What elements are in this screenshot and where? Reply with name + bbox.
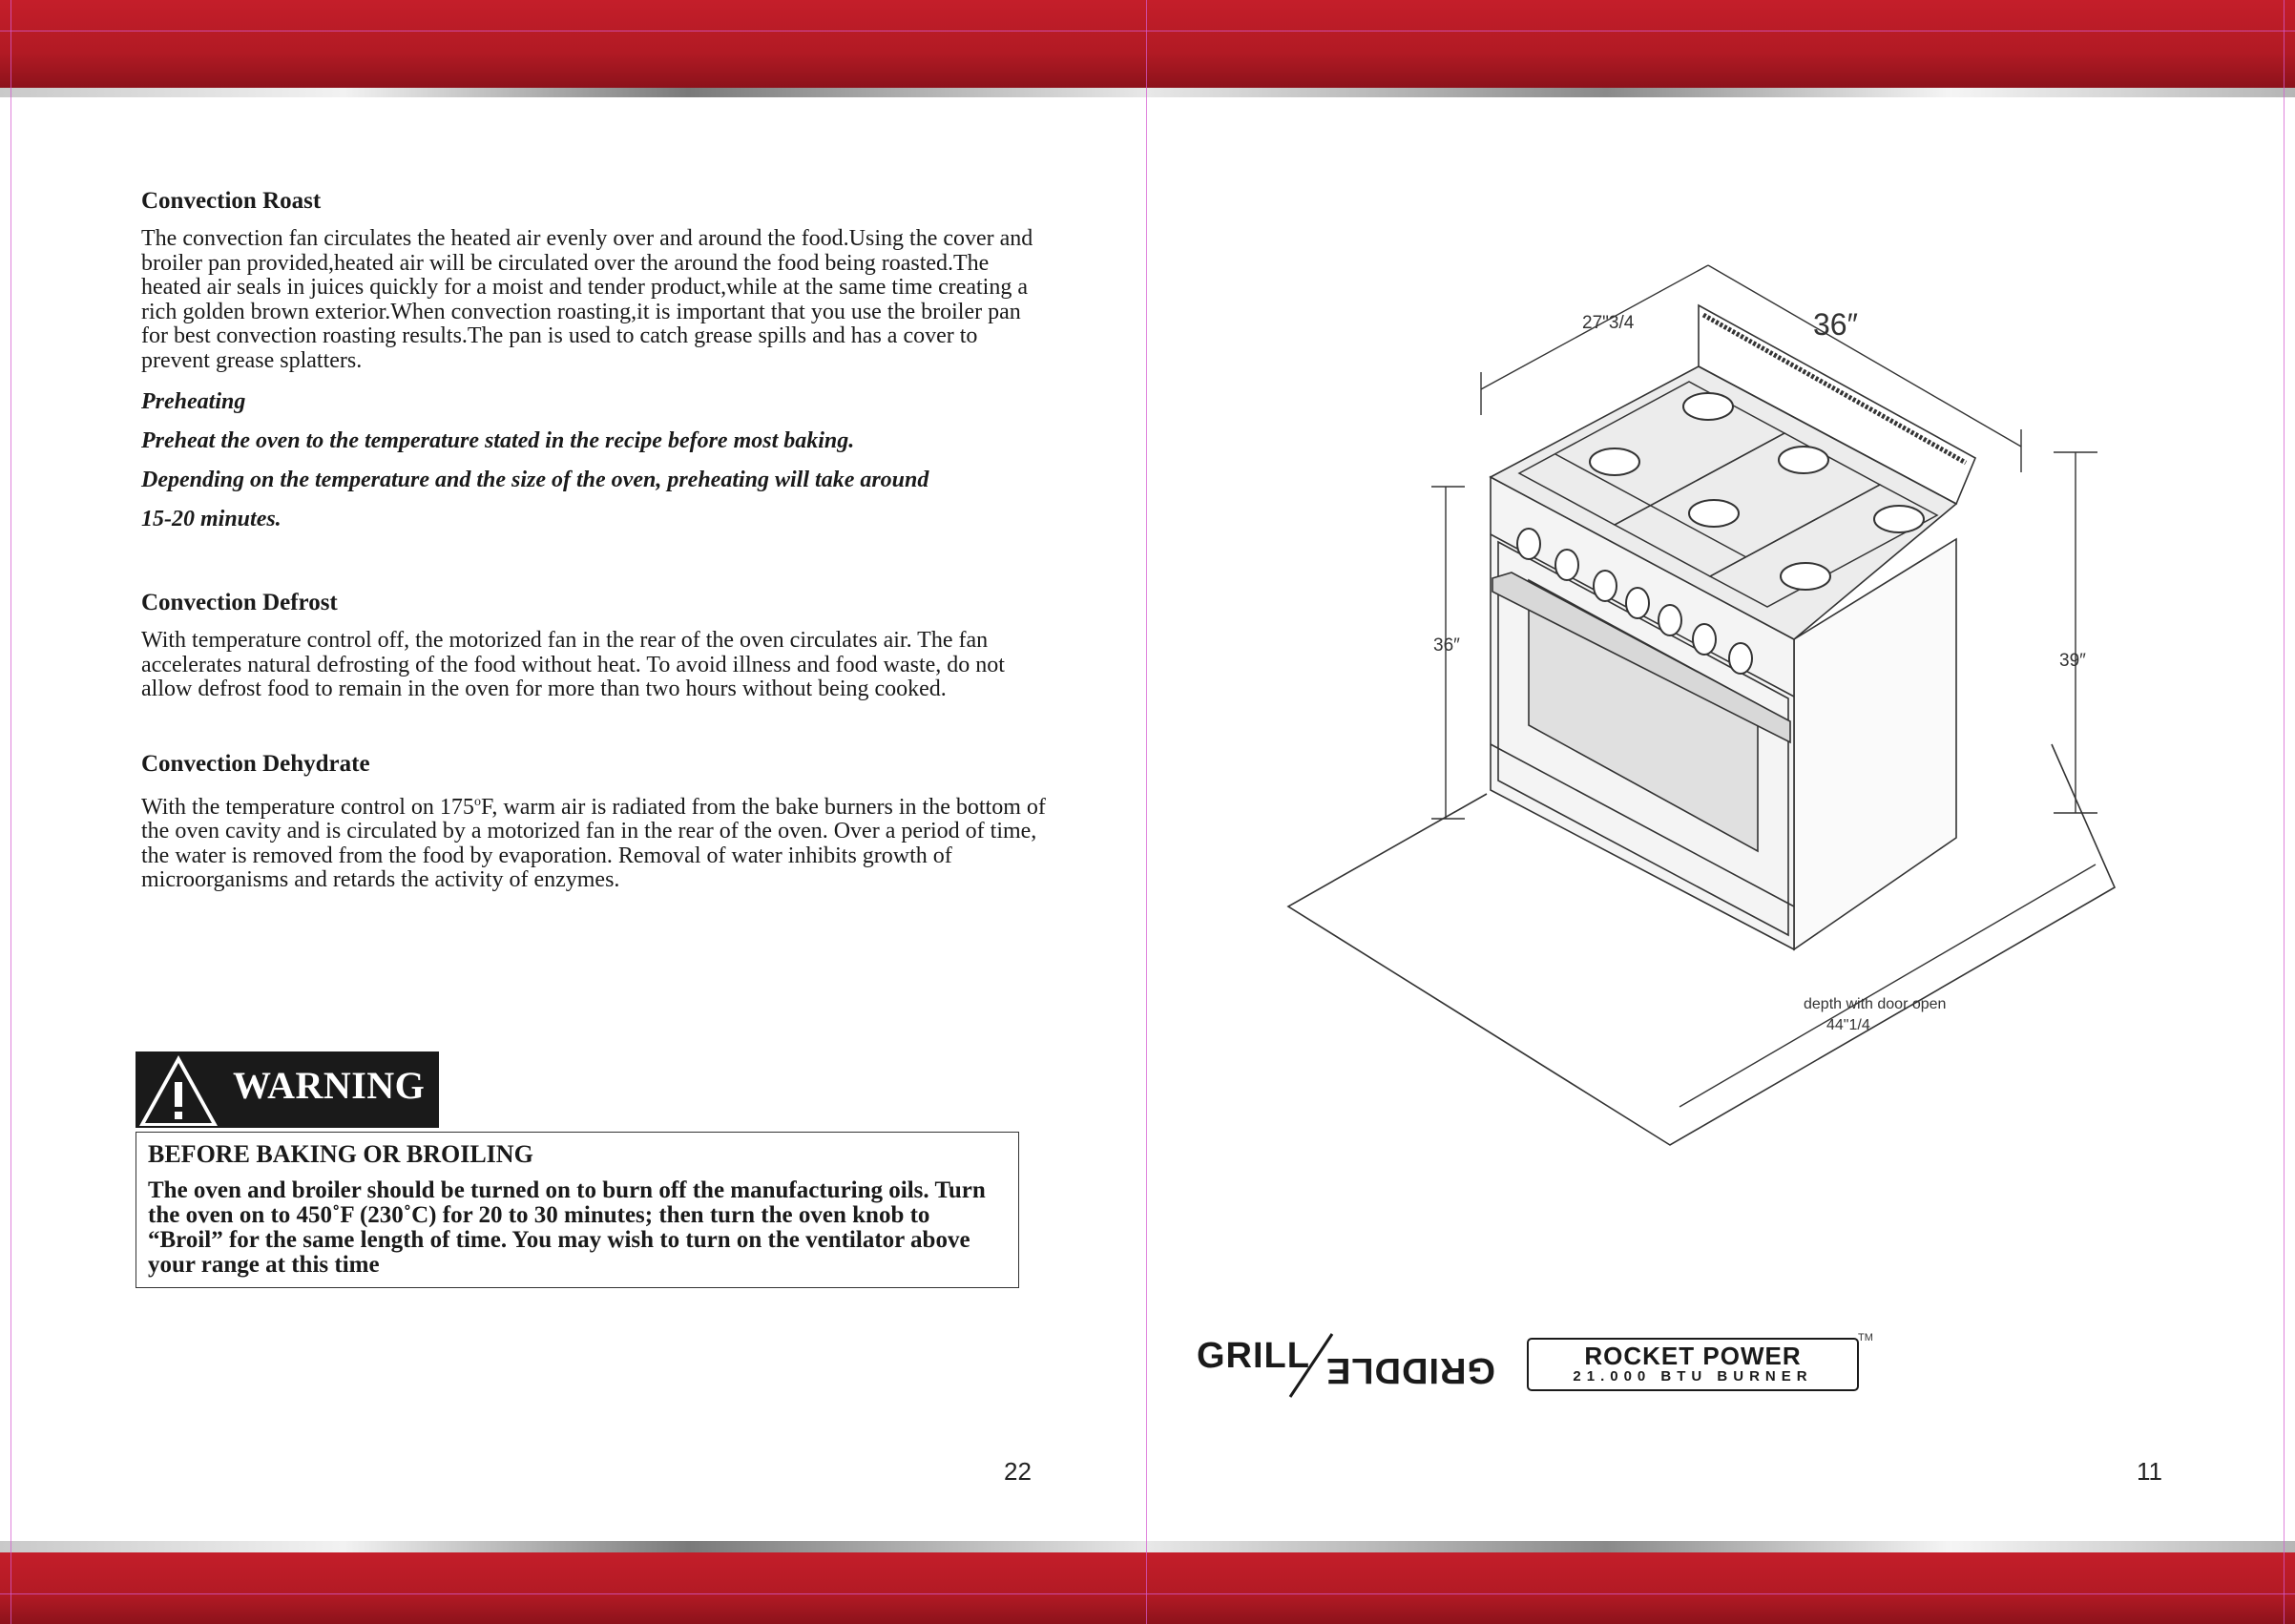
dehydrate-text-end: F, warm air is radiated from the bake burners in the bottom of the oven cavity and is circulated by a motorized fan in the rear of the oven. Over a period of time, the water is removed from the food by evaporation. Removal of water inhibits growth of microorganisms and retards the activity of enzymes. — [141, 794, 1046, 892]
rocket-power-logo — [1527, 1338, 1859, 1391]
warning-badge — [136, 1051, 439, 1128]
degree-mark: o — [473, 794, 481, 809]
door-open-depth-value: 44"1/4 — [1826, 1017, 1870, 1033]
warning-box — [136, 1132, 1019, 1288]
preheating-line-2: Depending on the temperature and the size of the oven, preheating will take around — [141, 468, 929, 492]
warning-body: The oven and broiler should be turned on to burn off the manufacturing oils. Turn the oven on to 450˚F (230˚C) for 20 to 30 minutes; then turn the oven knob to “Broil” for the same length of time. You may wish to turn on the ventilator above your range at this time — [148, 1177, 986, 1278]
left-page-content — [141, 187, 1048, 893]
guide-line — [1146, 0, 1147, 1624]
warning-title: BEFORE BAKING OR BROILING — [148, 1140, 533, 1168]
width-dimension-label: 36″ — [1813, 307, 1858, 342]
range-drawing — [1269, 248, 2128, 1164]
trademark-mark: TM — [1858, 1332, 1873, 1343]
page-number-right: 11 — [2137, 1457, 2162, 1486]
page-number-left: 22 — [1004, 1457, 1032, 1486]
depth-dimension-label: 27"3/4 — [1582, 313, 1635, 333]
height-right-dimension-label: 39″ — [2059, 651, 2086, 671]
top-red-band — [0, 0, 2295, 88]
warning-triangle-icon — [136, 1051, 221, 1128]
convection-roast-heading: Convection Roast — [141, 188, 322, 214]
convection-dehydrate-body — [141, 790, 1048, 893]
grill-logo-text: GRILL — [1197, 1336, 1310, 1376]
btu-burner-subtitle: 21.000 BTU BURNER — [1573, 1368, 1813, 1385]
guide-line — [2284, 0, 2285, 1624]
top-metal-stripe — [0, 88, 2295, 97]
guide-line — [0, 1593, 2295, 1594]
preheating-heading: Preheating — [141, 389, 246, 414]
bottom-red-band — [0, 1552, 2295, 1624]
convection-dehydrate-heading: Convection Dehydrate — [141, 750, 370, 777]
preheating-line-1: Preheat the oven to the temperature stated in the recipe before most baking. — [141, 428, 855, 453]
preheating-line-3: 15-20 minutes. — [141, 507, 282, 531]
door-open-depth-caption: depth with door open — [1804, 996, 1947, 1012]
rocket-power-title: ROCKET POWER — [1584, 1342, 1802, 1370]
dehydrate-text-start: With the temperature control on 175 — [141, 794, 474, 820]
warning-label: WARNING — [233, 1064, 426, 1107]
brand-logos — [1197, 1332, 1873, 1401]
range-dimension-diagram — [1269, 248, 2128, 1164]
bottom-metal-stripe — [0, 1541, 2295, 1552]
convection-roast-body: The convection fan circulates the heated air evenly over and around the food.Using the cover and broiler pan provided,heated air will be circulated over the around the food being roasted.The heated air seals in juices quickly for a moist and tender product,while at the same time creating a rich golden brown exterior.When convection roasting,it is important that you use the broiler pan for best convection roasting results.The pan is used to catch grease spills and has a cover to prevent grease splatters. — [141, 226, 1033, 373]
convection-defrost-heading: Convection Defrost — [141, 590, 338, 615]
guide-line — [10, 0, 11, 1624]
height-left-dimension-label: 36″ — [1433, 635, 1460, 656]
warning-block — [136, 1051, 1019, 1288]
convection-defrost-body: With temperature control off, the motorized fan in the rear of the oven circulates air. The fan accelerates natural defrosting of the food without heat. To avoid illness and food waste, do not allow defrost food to remain in the oven for more than two hours without being cooked. — [141, 628, 1005, 701]
griddle-logo-text: GRIDDLE — [1325, 1350, 1495, 1390]
